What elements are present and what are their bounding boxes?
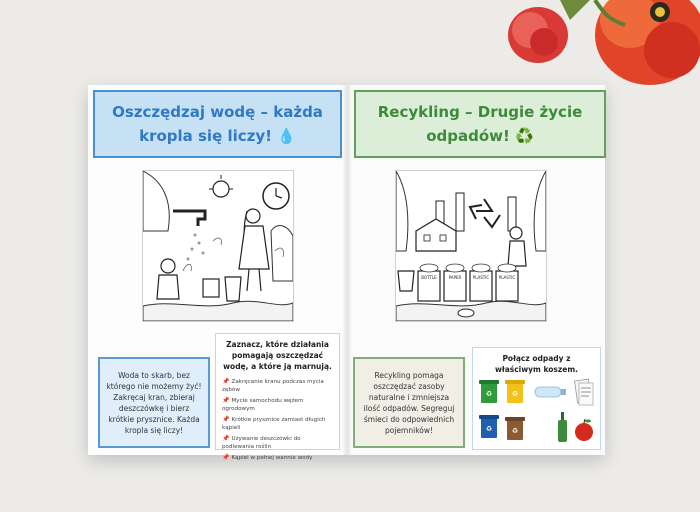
svg-text:♻: ♻ [485,390,493,398]
yellow-bin-icon[interactable] [505,380,525,403]
recycling-task-box [472,347,601,450]
bin-label-plastic-2: PLASTIC [498,275,516,280]
pin-icon: 📌 [222,378,230,385]
right-info-box [353,357,465,448]
recycling-task-title: Połącz odpady z właściwym koszem. [494,354,579,374]
water-task-list [222,378,333,462]
bin-label-paper: PAPER [448,275,462,280]
green-bin-icon[interactable] [479,380,499,403]
pin-icon: 📌 [222,416,230,423]
bin-label-plastic-1: PLASTIC [472,275,490,280]
task-item[interactable]: 📌 Zakręcanie kranu podczas mycia zębów [222,378,324,393]
right-info-text: Recykling pomaga oszczędzać zasoby naturalne i zmniejsza ilość odpadów. Segreguj śmieci do odpowiednich pojemników! [363,370,455,435]
pin-icon: 📌 [222,397,230,404]
newspaper-icon[interactable] [575,379,593,405]
recycling-illustration [395,170,547,322]
svg-text:♻: ♻ [511,390,519,398]
water-task-box [215,333,340,461]
left-info-text: Woda to skarb, bez którego nie możemy żyć! Zakręcaj kran, zbieraj deszczówkę i bierz krótkie prysznice. Każda kropla się liczy! [106,370,202,435]
water-saving-illustration [142,170,294,322]
task-item[interactable]: 📌 Używanie deszczówki do podlewania roślin [222,435,301,450]
glass-bottle-icon[interactable] [558,412,567,442]
task-item[interactable]: 📌 Kąpiel w pełnej wannie wody [222,454,313,461]
pin-icon: 📌 [222,435,230,442]
poppy-flower-icon [500,0,700,90]
blue-bin-icon[interactable] [479,415,499,438]
right-page [347,85,605,455]
task-item[interactable]: 📌 Mycie samochodu wężem ogrodowym [222,397,304,412]
booklet-fold [342,85,352,455]
task-item[interactable]: 📌 Krótkie prysznice zamiast długich kąpieli [222,416,326,431]
svg-text:♻: ♻ [511,427,519,435]
pin-icon: 📌 [222,454,230,461]
left-page-title: Oszczędzaj wodę – każda kropla się liczy! 💧 [93,90,342,158]
bin-label-bottle: BOTTLE [421,275,437,280]
apple-icon[interactable] [575,419,593,441]
water-task-title: Zaznacz, które działania pomagają oszczędzać wodę, a które ją marnują. [223,340,332,371]
svg-text:♻: ♻ [485,425,493,433]
plastic-bottle-icon[interactable] [535,387,566,397]
right-page-title: Recykling – Drugie życie odpadów! ♻️ [354,90,606,158]
left-page [88,85,346,461]
brown-bin-icon[interactable] [505,417,525,440]
left-info-box [98,357,210,448]
booklet [88,85,605,461]
